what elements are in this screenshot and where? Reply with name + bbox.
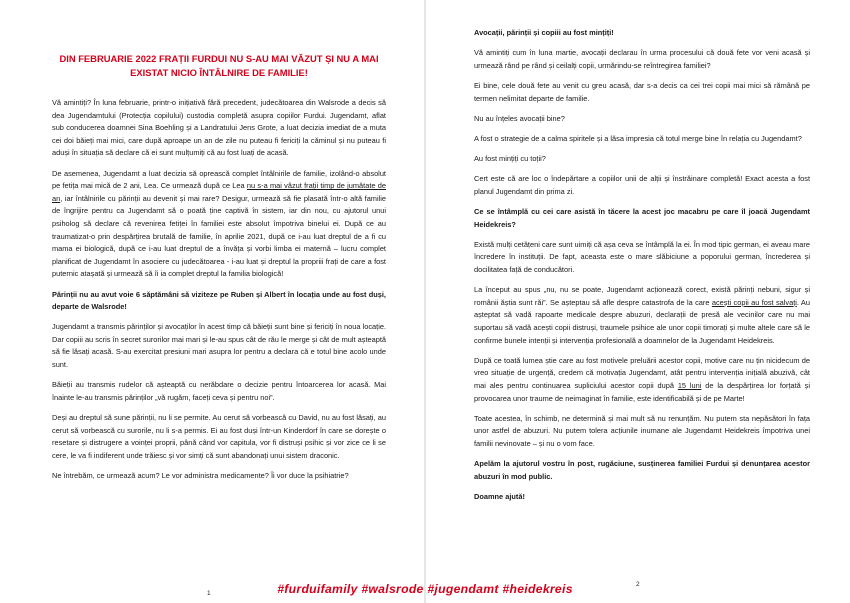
underlined-text: 15 luni (677, 381, 702, 390)
paragraph: Băieții au transmis rudelor că așteaptă cu nerăbdare o decizie pentru întoarcerea lor acasă. Mai înainte le-au transmis părinților „vă rugăm, faceți ceva și pentru noi”. (52, 380, 386, 402)
paragraph: Au fost mințiți cu toții? (474, 154, 546, 164)
page-divider (424, 0, 426, 603)
paragraph: Vă amintiți? În luna februarie, printr-o inițiativă fără precedent, judecătoarea din Walsrode a decis să dea Jugendamtului (Protecția copilului) custodia completă asupra copiilor Furdui. Jugendamt, aflat sub conducerea doamnei Sina Boehling și a Landratului Jens Grote, a luat decizia imediat de a muta cei doi băieți mai mici, care după aproape un an de zile nu puteau fi fericiți la căminul și nu puteau fi aduși în situația să declare că ei sunt mulțumiți că au fost luați de acasă. (52, 98, 386, 158)
paragraph: A fost o strategie de a calma spiritele și a lăsa impresia că totul merge bine în relația cu Jugendamt? (474, 133, 802, 143)
paragraph: Jugendamt a transmis părinților și avocaților în acest timp că băieții sunt bine și fericiți în noua locație. Dar copiii au scris în secret surorilor mai mari și le-au spus cât de rău le merge și cât de mult așteaptă să fie lăsați acasă. S-au exercitat presiuni mari asupra lor pentru a declara că e totul bine acolo unde sunt. (52, 322, 386, 370)
closing-line: Doamne ajută! (474, 491, 525, 501)
paragraph: Ei bine, cele două fete au venit cu greu acasă, dar s-a decis ca cei trei copii mai mici să rămână pe termen nelimitat departe de familie. (474, 80, 810, 103)
paragraph: Există mulți cetățeni care sunt uimiți că așa ceva se întâmplă la ei. În mod tipic german, ei aveau mare încredere în instituții. De fapt, aceasta este o mare slăbiciune a poporului german, încrederea și docilitatea față de conducători. (474, 239, 810, 275)
page-2-body (474, 27, 810, 504)
paragraph: Ne întrebăm, ce urmează acum? Le vor administra medicamente? Îi vor duce la psihiatrie? (52, 471, 349, 480)
paragraph: Vă amintiți cum în luna martie, avocații declarau în urma procesului că două fete vor veni acasă și urmează rând pe rând și ceilalți copii, urmărindu-se reîntregirea familiei? (474, 48, 810, 70)
paragraph: La început au spus „nu, nu se poate, Jugendamt acționează corect, există părinți nebuni, sigur și românii ăștia sunt răi”. Se așteptau să afle despre catastrofa de la care acești copii au fost salvați. Au așteptat să vadă rapoarte medicale despre abuzuri, declarații de presă ale vecinilor care nu mai suportau să vadă acești copii distruși, traumele psihice ale unor copii timorați și multe altele care să le confirme bunele intenții și intervenția profesională a doamnelor de la Jugendamt Heidekreis. (474, 285, 810, 345)
paragraph: Toate acestea, în schimb, ne determină și mai mult să nu renunțăm. Nu putem sta nepăsători în fața unor astfel de abuzuri. Nu putem tolera acțiunile inumane ale Jugendamt Heidekreis împotriva unei familii nevinovate – și nu o vom face. (474, 413, 810, 448)
section-heading: Avocații, părinții și copiii au fost mințiți! (474, 28, 614, 37)
paragraph: După ce toată lumea știe care au fost motivele preluării acestor copii, motive care nu țin nicidecum de vreo situație de urgență, credem că motivația Jugendamt, atât pentru intervenția inițială abuzivă, cât mai ales pentru continuarea supliciului acestor copii după 15 luni de la despărțirea lor forțată și provocarea unor traume de neimaginat în familie, este identificabilă și de pe Marte! (474, 355, 810, 403)
document-page-2 (474, 0, 810, 603)
page-number-1: 1 (207, 590, 211, 597)
page-number-2: 2 (636, 581, 640, 588)
page-1-body (52, 97, 386, 483)
section-heading: Ce se întâmplă cu cei care asistă în tăcere la acest joc macabru pe care îl joacă Jugendamt Heidekreis? (474, 207, 810, 229)
page-title: DIN FEBRUARIE 2022 FRAȚII FURDUI NU S-AU MAI VĂZUT ȘI NU A MAI EXISTAT NICIO ÎNTÂLNIRE DE FAMILIE! (59, 53, 379, 78)
hashtag-footer: #furduifamily #walsrode #jugendamt #heidekreis (277, 582, 573, 596)
document-page-1 (52, 0, 386, 603)
paragraph: Cert este că are loc o îndepărtare a copiilor unii de alții și înstrăinare completă! Exact acesta a fost planul Jugendamt din prima zi. (474, 174, 810, 196)
paragraph: De asemenea, Jugendamt a luat decizia să oprească complet întâlnirile de familie, izolând-o absolut pe fetița mai mică de 2 ani, Lea. Ce urmează după ce Lea nu s-a mai văzut frații timp de jumătate de an, iar întâlnirile cu părinții au devenit și mai rare? Desigur, urmează să fie plasată într-o altă familie de îngrijire pentru ca Jugendamt să o poată ține captivă în sistem, iar din nou, cu ajutorul unui psiholog să declare că revenirea fetiței în familiei este absolut împotriva binelui ei. După ce au traumatizat-o prin despărțirea brutală de familie, în aprilie 2021, după ce i-au luat dreptul de a fi cu mama ei biologică, după ce i-au luat dreptul de a învăța și vorbi limba ei maternă – lucru complet planificat de Jugendamt în asociere cu judecătoarea - i-au luat și dreptul la propriii frați de care a fost puternic atașată și urmează să îi ia complet dreptul la familia biologică! (52, 168, 386, 279)
paragraph: Deși au dreptul să sune părinții, nu li se permite. Au cerut să vorbească cu David, nu au fost lăsați, au cerut să vorbească cu surorile, nu li s-a permis. Ei au fost duși într-un Kinderdorf în care se dorește o resetare și distrugere a voinței proprii, până când vor capitula, vor fi distruși psihic și vor zice ce li se cere, le va fi indiferent unde trăiesc și vor simți că sunt abandonați unui sistem draconic. (52, 413, 386, 460)
underlined-text: nu s-a mai văzut frații timp de jumătate de an (52, 181, 386, 203)
paragraph: Nu au înțeles avocații bine? (474, 113, 565, 123)
underlined-text: acești copii au fost salvați (711, 297, 797, 307)
bold-paragraph: Părinții nu au avut voie 6 săptămâni să viziteze pe Ruben și Albert în locația unde au fost duși, departe de Walsrode! (52, 289, 386, 312)
bold-paragraph: Apelăm la ajutorul vostru în post, rugăciune, susținerea familiei Furdui și denunțarea acestor abuzuri în mod public. (474, 459, 810, 481)
